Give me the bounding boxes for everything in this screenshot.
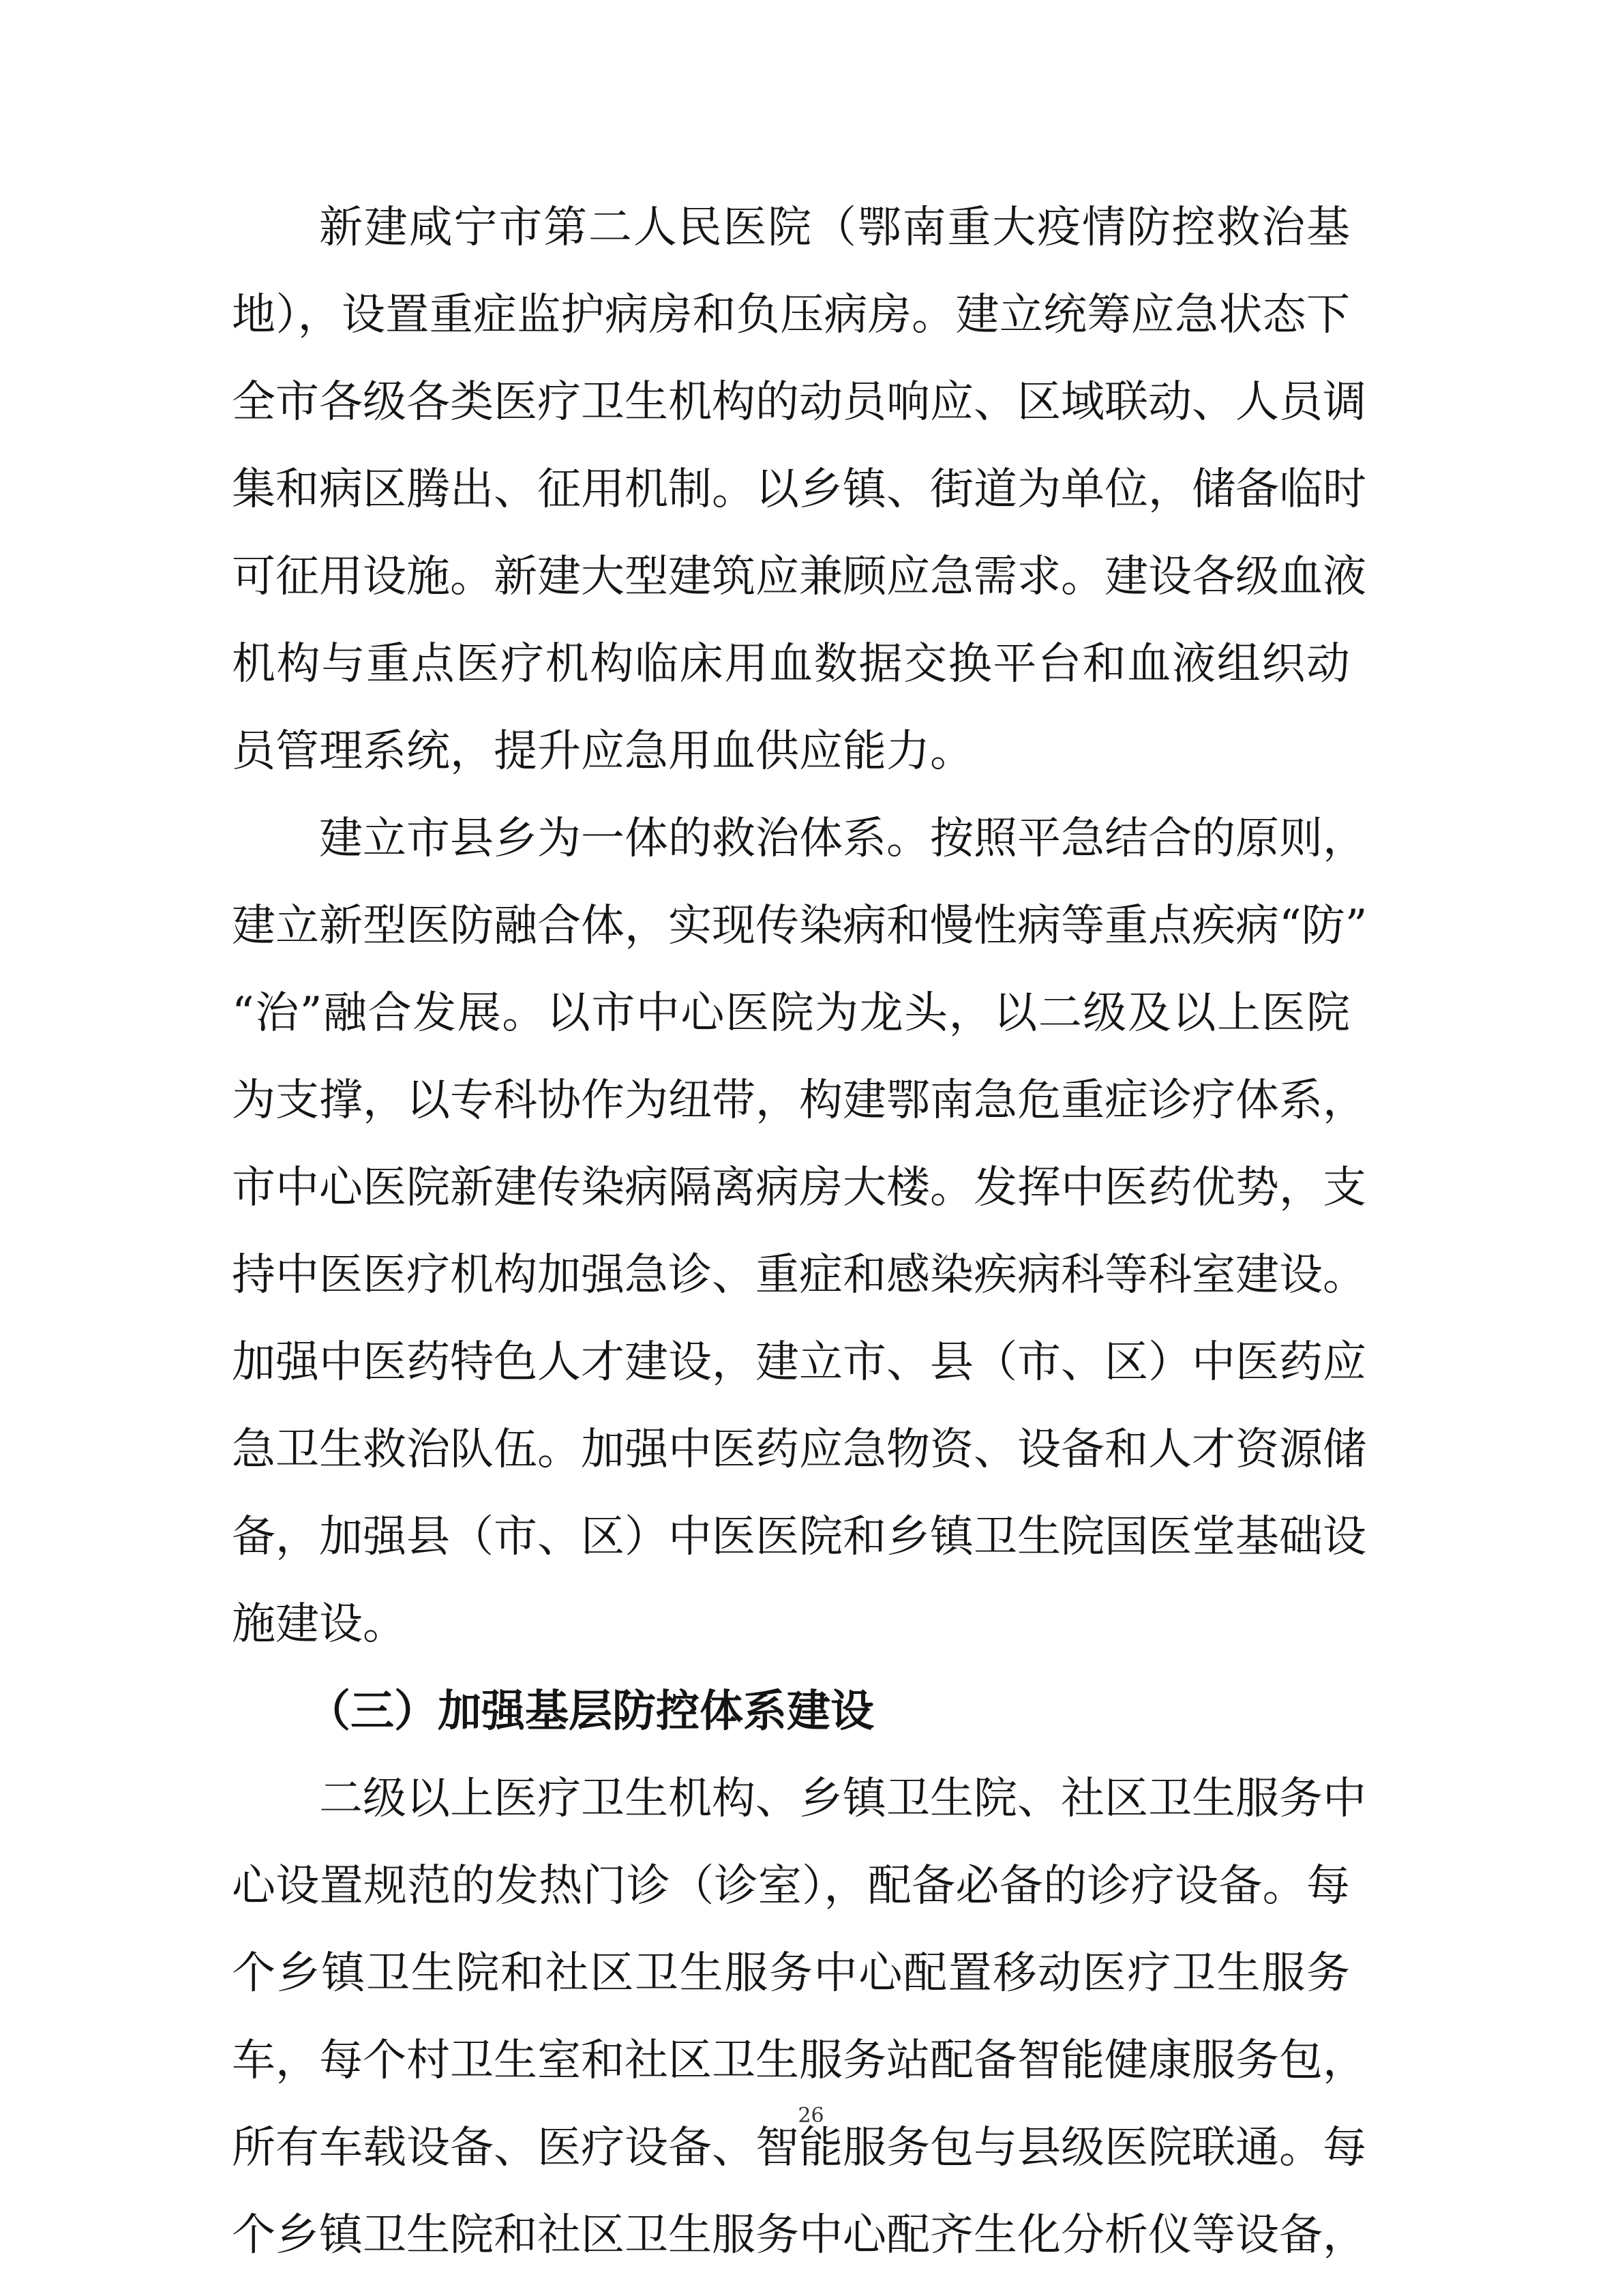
paragraph-line: 地），设置重症监护病房和负压病房。建立统筹应急状态下 bbox=[232, 290, 1350, 340]
paragraph-line: 建立新型医防融合体，实现传染病和慢性病等重点疾病“防” bbox=[232, 901, 1368, 951]
paragraph-line: 所有车载设备、医疗设备、智能服务包与县级医院联通。每 bbox=[232, 2123, 1366, 2173]
paragraph-line: 急卫生救治队伍。加强中医药应急物资、设备和人才资源储 bbox=[232, 1425, 1366, 1475]
paragraph-line: 持中医医疗机构加强急诊、重症和感染疾病科等科室建设。 bbox=[232, 1250, 1366, 1300]
paragraph-line: 机构与重点医疗机构临床用血数据交换平台和血液组织动 bbox=[232, 639, 1350, 689]
paragraph-line: 二级以上医疗卫生机构、乡镇卫生院、社区卫生服务中 bbox=[319, 1774, 1366, 1824]
paragraph-line: 员管理系统，提升应急用血供应能力。 bbox=[232, 726, 974, 777]
paragraph-line: 可征用设施。新建大型建筑应兼顾应急需求。建设各级血液 bbox=[232, 552, 1366, 602]
page-number: 26 bbox=[798, 2104, 824, 2128]
body-text bbox=[232, 184, 1368, 2279]
section-heading: （三）加强基层防控体系建设 bbox=[307, 1686, 874, 1737]
paragraph-line: 集和病区腾出、征用机制。以乡镇、街道为单位，储备临时 bbox=[232, 464, 1366, 515]
paragraph-line: 市中心医院新建传染病隔离病房大楼。发挥中医药优势，支 bbox=[232, 1163, 1366, 1213]
paragraph-line: “治”融合发展。以市中心医院为龙头，以二级及以上医院 bbox=[232, 988, 1350, 1039]
paragraph-line: 车，每个村卫生室和社区卫生服务站配备智能健康服务包， bbox=[232, 2036, 1366, 2086]
paragraph-line: 加强中医药特色人才建设，建立市、县（市、区）中医药应 bbox=[232, 1337, 1366, 1388]
paragraph-line: 心设置规范的发热门诊（诊室），配备必备的诊疗设备。每 bbox=[232, 1861, 1350, 1911]
paragraph-line: 个乡镇卫生院和社区卫生服务中心配置移动医疗卫生服务 bbox=[232, 1948, 1350, 1999]
paragraph-line: 全市各级各类医疗卫生机构的动员响应、区域联动、人员调 bbox=[232, 377, 1366, 428]
paragraph-line: 为支撑，以专科协作为纽带，构建鄂南急危重症诊疗体系， bbox=[232, 1075, 1366, 1126]
paragraph-line: 建立市县乡为一体的救治体系。按照平急结合的原则， bbox=[319, 814, 1366, 864]
paragraph-line: 新建咸宁市第二人民医院（鄂南重大疫情防控救治基 bbox=[319, 203, 1350, 253]
paragraph-line: 备，加强县（市、区）中医医院和乡镇卫生院国医堂基础设 bbox=[232, 1512, 1366, 1562]
paragraph-line: 施建设。 bbox=[232, 1599, 406, 1650]
paragraph-line: 个乡镇卫生院和社区卫生服务中心配齐生化分析仪等设备， bbox=[232, 2210, 1366, 2261]
